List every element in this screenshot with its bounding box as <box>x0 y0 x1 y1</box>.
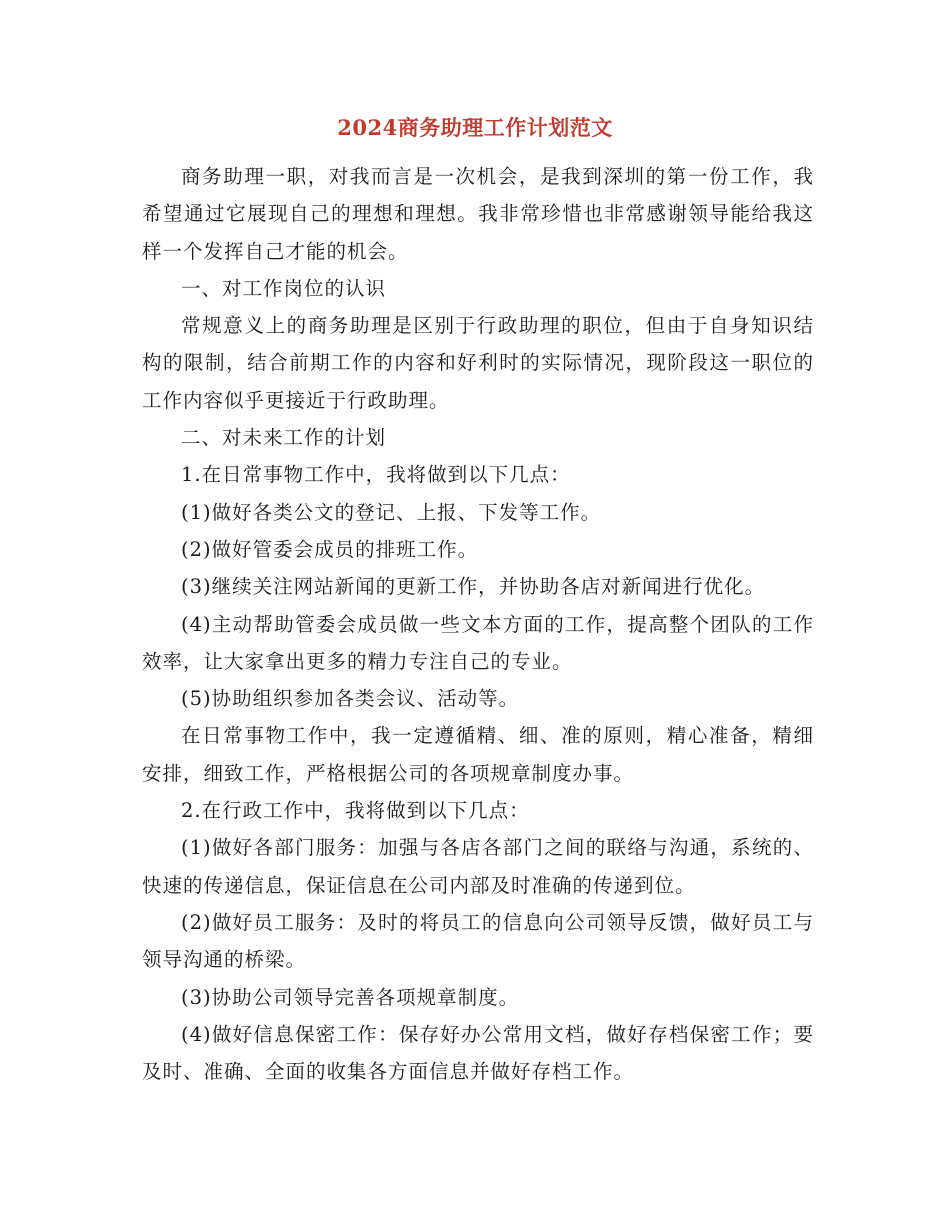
paragraph-role-understanding: 常规意义上的商务助理是区别于行政助理的职位，但由于自身知识结构的限制，结合前期工作的内容和好利时的实际情况，现阶段这一职位的工作内容似乎更接近于行政助理。 <box>142 314 814 412</box>
subsection-heading-admin: 2.在行政工作中，我将做到以下几点： <box>181 799 530 823</box>
section-heading-1: 一、对工作岗位的认识 <box>181 276 387 300</box>
list-item-daily-1: (1)做好各类公文的登记、上报、下发等工作。 <box>181 500 602 524</box>
paragraph-intro: 商务助理一职，对我而言是一次机会，是我到深圳的第一份工作，我希望通过它展现自己的理想和理想。我非常珍惜也非常感谢领导能给我这样一个发挥自己才能的机会。 <box>142 165 814 263</box>
list-item-admin-1: (1)做好各部门服务：加强与各店各部门之间的联络与沟通，系统的、快速的传递信息，保证信息在公司内部及时准确的传递到位。 <box>142 836 814 897</box>
section-heading-2: 二、对未来工作的计划 <box>181 426 387 450</box>
list-item-admin-4: (4)做好信息保密工作：保存好办公常用文档，做好存档保密工作；要及时、准确、全面的收集各方面信息并做好存档工作。 <box>142 1022 814 1084</box>
list-item-daily-4: (4)主动帮助管委会成员做一些文本方面的工作，提高整个团队的工作效率，让大家拿出更多的精力专注自己的专业。 <box>142 612 814 673</box>
list-item-daily-3: (3)继续关注网站新闻的更新工作，并协助各店对新闻进行优化。 <box>181 575 766 599</box>
subsection-heading-daily: 1.在日常事物工作中，我将做到以下几点： <box>181 463 571 487</box>
list-item-admin-2: (2)做好员工服务：及时的将员工的信息向公司领导反馈，做好员工与领导沟通的桥梁。 <box>142 910 814 972</box>
document-body <box>142 158 814 1090</box>
paragraph-daily-principle: 在日常事物工作中，我一定遵循精、细、准的原则，精心准备，精细安排，细致工作，严格根据公司的各项规章制度办事。 <box>142 724 814 785</box>
list-item-daily-5: (5)协助组织参加各类会议、活动等。 <box>181 687 520 711</box>
list-item-daily-2: (2)做好管委会成员的排班工作。 <box>181 537 479 561</box>
document-title: 2024商务助理工作计划范文 <box>337 115 613 140</box>
list-item-admin-3: (3)协助公司领导完善各项规章制度。 <box>181 985 520 1009</box>
